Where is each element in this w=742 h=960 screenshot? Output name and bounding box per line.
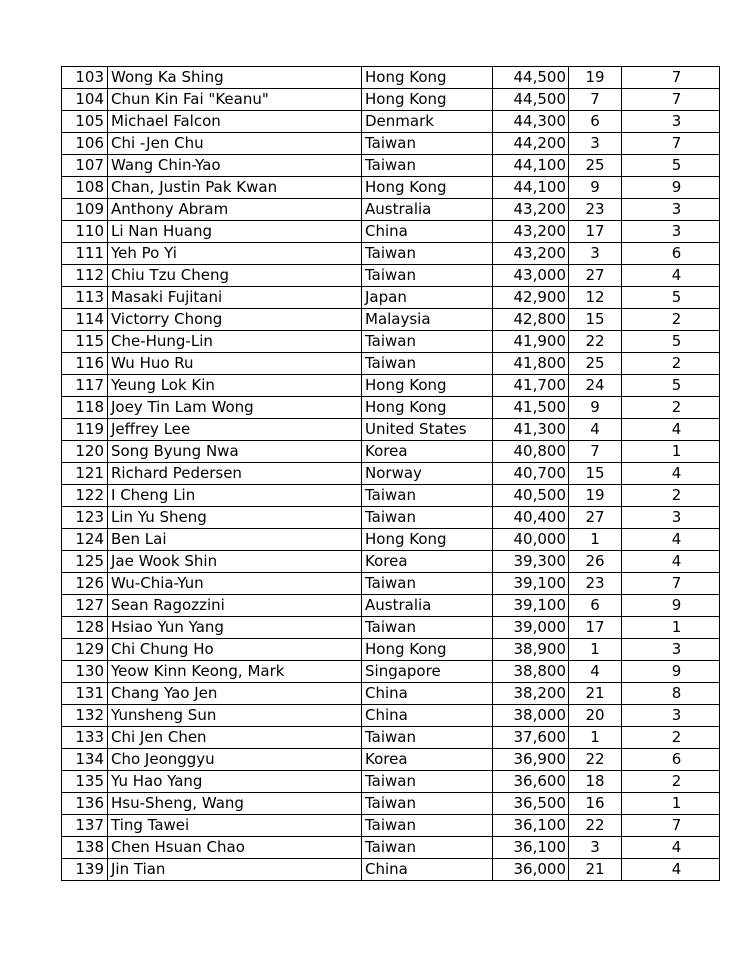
points-cell: 39,000 xyxy=(493,617,569,639)
points-cell: 36,100 xyxy=(493,815,569,837)
last-column-cell: 2 xyxy=(622,309,720,331)
country-cell: Denmark xyxy=(362,111,493,133)
events-cell: 6 xyxy=(569,111,622,133)
country-cell: Hong Kong xyxy=(362,89,493,111)
points-cell: 43,200 xyxy=(493,243,569,265)
country-cell: Taiwan xyxy=(362,507,493,529)
last-column-cell: 3 xyxy=(622,221,720,243)
table-row xyxy=(62,639,720,661)
country-cell: Korea xyxy=(362,749,493,771)
player-name-cell: Chiu Tzu Cheng xyxy=(108,265,362,287)
points-cell: 36,600 xyxy=(493,771,569,793)
player-name-cell: Lin Yu Sheng xyxy=(108,507,362,529)
table-row xyxy=(62,353,720,375)
points-cell: 36,500 xyxy=(493,793,569,815)
country-cell: Hong Kong xyxy=(362,639,493,661)
rank-cell: 108 xyxy=(62,177,108,199)
points-cell: 38,200 xyxy=(493,683,569,705)
points-cell: 39,100 xyxy=(493,595,569,617)
last-column-cell: 2 xyxy=(622,397,720,419)
player-name-cell: Ben Lai xyxy=(108,529,362,551)
last-column-cell: 7 xyxy=(622,67,720,89)
table-row xyxy=(62,243,720,265)
country-cell: China xyxy=(362,683,493,705)
player-name-cell: Sean Ragozzini xyxy=(108,595,362,617)
player-name-cell: Ting Tawei xyxy=(108,815,362,837)
points-cell: 44,100 xyxy=(493,155,569,177)
player-name-cell: Che-Hung-Lin xyxy=(108,331,362,353)
player-name-cell: Jin Tian xyxy=(108,859,362,881)
rank-cell: 127 xyxy=(62,595,108,617)
points-cell: 41,500 xyxy=(493,397,569,419)
last-column-cell: 4 xyxy=(622,551,720,573)
rank-cell: 136 xyxy=(62,793,108,815)
player-name-cell: Victorry Chong xyxy=(108,309,362,331)
points-cell: 39,300 xyxy=(493,551,569,573)
events-cell: 19 xyxy=(569,67,622,89)
rank-cell: 112 xyxy=(62,265,108,287)
last-column-cell: 7 xyxy=(622,815,720,837)
last-column-cell: 3 xyxy=(622,199,720,221)
table-row xyxy=(62,485,720,507)
rank-cell: 126 xyxy=(62,573,108,595)
player-name-cell: Chi Jen Chen xyxy=(108,727,362,749)
events-cell: 24 xyxy=(569,375,622,397)
player-name-cell: Hsu-Sheng, Wang xyxy=(108,793,362,815)
points-cell: 43,200 xyxy=(493,221,569,243)
ranking-table-body xyxy=(62,67,720,881)
table-row xyxy=(62,111,720,133)
table-row xyxy=(62,749,720,771)
player-name-cell: Chang Yao Jen xyxy=(108,683,362,705)
country-cell: Hong Kong xyxy=(362,177,493,199)
events-cell: 25 xyxy=(569,353,622,375)
player-name-cell: Chen Hsuan Chao xyxy=(108,837,362,859)
table-row xyxy=(62,815,720,837)
rank-cell: 129 xyxy=(62,639,108,661)
player-name-cell: Yeow Kinn Keong, Mark xyxy=(108,661,362,683)
points-cell: 42,900 xyxy=(493,287,569,309)
player-name-cell: Yeung Lok Kin xyxy=(108,375,362,397)
rank-cell: 105 xyxy=(62,111,108,133)
last-column-cell: 3 xyxy=(622,507,720,529)
last-column-cell: 6 xyxy=(622,749,720,771)
table-row xyxy=(62,595,720,617)
last-column-cell: 2 xyxy=(622,727,720,749)
events-cell: 21 xyxy=(569,859,622,881)
country-cell: Japan xyxy=(362,287,493,309)
points-cell: 37,600 xyxy=(493,727,569,749)
points-cell: 44,300 xyxy=(493,111,569,133)
country-cell: China xyxy=(362,859,493,881)
player-name-cell: Richard Pedersen xyxy=(108,463,362,485)
country-cell: Taiwan xyxy=(362,727,493,749)
table-row xyxy=(62,287,720,309)
table-row xyxy=(62,793,720,815)
points-cell: 41,900 xyxy=(493,331,569,353)
table-row xyxy=(62,199,720,221)
events-cell: 1 xyxy=(569,639,622,661)
last-column-cell: 7 xyxy=(622,89,720,111)
country-cell: Taiwan xyxy=(362,815,493,837)
country-cell: China xyxy=(362,221,493,243)
rank-cell: 125 xyxy=(62,551,108,573)
last-column-cell: 4 xyxy=(622,859,720,881)
table-row xyxy=(62,705,720,727)
player-name-cell: Song Byung Nwa xyxy=(108,441,362,463)
country-cell: Hong Kong xyxy=(362,67,493,89)
table-row xyxy=(62,265,720,287)
events-cell: 27 xyxy=(569,265,622,287)
events-cell: 22 xyxy=(569,331,622,353)
player-name-cell: Masaki Fujitani xyxy=(108,287,362,309)
country-cell: Taiwan xyxy=(362,485,493,507)
table-row xyxy=(62,221,720,243)
player-name-cell: I Cheng Lin xyxy=(108,485,362,507)
points-cell: 38,000 xyxy=(493,705,569,727)
rank-cell: 121 xyxy=(62,463,108,485)
country-cell: Taiwan xyxy=(362,837,493,859)
player-name-cell: Wu-Chia-Yun xyxy=(108,573,362,595)
table-row xyxy=(62,155,720,177)
player-name-cell: Jeffrey Lee xyxy=(108,419,362,441)
table-row xyxy=(62,507,720,529)
events-cell: 17 xyxy=(569,221,622,243)
table-row xyxy=(62,89,720,111)
events-cell: 23 xyxy=(569,573,622,595)
events-cell: 26 xyxy=(569,551,622,573)
country-cell: Hong Kong xyxy=(362,375,493,397)
country-cell: Taiwan xyxy=(362,155,493,177)
table-row xyxy=(62,67,720,89)
last-column-cell: 9 xyxy=(622,177,720,199)
player-name-cell: Michael Falcon xyxy=(108,111,362,133)
player-name-cell: Yu Hao Yang xyxy=(108,771,362,793)
player-name-cell: Wu Huo Ru xyxy=(108,353,362,375)
rank-cell: 111 xyxy=(62,243,108,265)
last-column-cell: 5 xyxy=(622,287,720,309)
rank-cell: 134 xyxy=(62,749,108,771)
last-column-cell: 7 xyxy=(622,573,720,595)
rank-cell: 107 xyxy=(62,155,108,177)
last-column-cell: 8 xyxy=(622,683,720,705)
player-name-cell: Chi -Jen Chu xyxy=(108,133,362,155)
last-column-cell: 9 xyxy=(622,661,720,683)
events-cell: 3 xyxy=(569,837,622,859)
points-cell: 40,700 xyxy=(493,463,569,485)
table-row xyxy=(62,397,720,419)
events-cell: 16 xyxy=(569,793,622,815)
events-cell: 15 xyxy=(569,309,622,331)
player-name-cell: Joey Tin Lam Wong xyxy=(108,397,362,419)
rank-cell: 116 xyxy=(62,353,108,375)
table-row xyxy=(62,309,720,331)
points-cell: 43,200 xyxy=(493,199,569,221)
rank-cell: 119 xyxy=(62,419,108,441)
rank-cell: 135 xyxy=(62,771,108,793)
country-cell: Taiwan xyxy=(362,617,493,639)
last-column-cell: 3 xyxy=(622,639,720,661)
rank-cell: 138 xyxy=(62,837,108,859)
table-row xyxy=(62,441,720,463)
points-cell: 43,000 xyxy=(493,265,569,287)
player-name-cell: Li Nan Huang xyxy=(108,221,362,243)
country-cell: Singapore xyxy=(362,661,493,683)
rank-cell: 132 xyxy=(62,705,108,727)
last-column-cell: 1 xyxy=(622,793,720,815)
last-column-cell: 2 xyxy=(622,485,720,507)
last-column-cell: 3 xyxy=(622,111,720,133)
events-cell: 7 xyxy=(569,441,622,463)
points-cell: 36,900 xyxy=(493,749,569,771)
points-cell: 42,800 xyxy=(493,309,569,331)
player-name-cell: Yunsheng Sun xyxy=(108,705,362,727)
country-cell: Taiwan xyxy=(362,331,493,353)
events-cell: 21 xyxy=(569,683,622,705)
rank-cell: 113 xyxy=(62,287,108,309)
table-row xyxy=(62,837,720,859)
player-name-cell: Chi Chung Ho xyxy=(108,639,362,661)
rank-cell: 110 xyxy=(62,221,108,243)
country-cell: Taiwan xyxy=(362,265,493,287)
rank-cell: 133 xyxy=(62,727,108,749)
table-row xyxy=(62,331,720,353)
last-column-cell: 2 xyxy=(622,353,720,375)
table-row xyxy=(62,133,720,155)
last-column-cell: 7 xyxy=(622,133,720,155)
events-cell: 12 xyxy=(569,287,622,309)
table-row xyxy=(62,573,720,595)
events-cell: 22 xyxy=(569,749,622,771)
country-cell: Taiwan xyxy=(362,793,493,815)
rank-cell: 106 xyxy=(62,133,108,155)
events-cell: 3 xyxy=(569,243,622,265)
player-name-cell: Yeh Po Yi xyxy=(108,243,362,265)
country-cell: United States xyxy=(362,419,493,441)
points-cell: 44,500 xyxy=(493,89,569,111)
country-cell: Taiwan xyxy=(362,133,493,155)
rank-cell: 114 xyxy=(62,309,108,331)
country-cell: Korea xyxy=(362,441,493,463)
rank-cell: 117 xyxy=(62,375,108,397)
last-column-cell: 4 xyxy=(622,265,720,287)
points-cell: 38,900 xyxy=(493,639,569,661)
events-cell: 9 xyxy=(569,177,622,199)
country-cell: Taiwan xyxy=(362,353,493,375)
player-name-cell: Wang Chin-Yao xyxy=(108,155,362,177)
points-cell: 40,500 xyxy=(493,485,569,507)
rank-cell: 103 xyxy=(62,67,108,89)
events-cell: 9 xyxy=(569,397,622,419)
table-row xyxy=(62,727,720,749)
points-cell: 40,400 xyxy=(493,507,569,529)
table-row xyxy=(62,177,720,199)
events-cell: 4 xyxy=(569,661,622,683)
table-row xyxy=(62,551,720,573)
country-cell: Hong Kong xyxy=(362,397,493,419)
rank-cell: 128 xyxy=(62,617,108,639)
last-column-cell: 5 xyxy=(622,155,720,177)
events-cell: 25 xyxy=(569,155,622,177)
player-name-cell: Chun Kin Fai "Keanu" xyxy=(108,89,362,111)
country-cell: Australia xyxy=(362,199,493,221)
table-row xyxy=(62,771,720,793)
last-column-cell: 1 xyxy=(622,441,720,463)
points-cell: 36,100 xyxy=(493,837,569,859)
last-column-cell: 4 xyxy=(622,529,720,551)
points-cell: 40,800 xyxy=(493,441,569,463)
points-cell: 44,200 xyxy=(493,133,569,155)
country-cell: China xyxy=(362,705,493,727)
points-cell: 41,700 xyxy=(493,375,569,397)
country-cell: Australia xyxy=(362,595,493,617)
country-cell: Taiwan xyxy=(362,771,493,793)
events-cell: 15 xyxy=(569,463,622,485)
events-cell: 6 xyxy=(569,595,622,617)
events-cell: 7 xyxy=(569,89,622,111)
rank-cell: 139 xyxy=(62,859,108,881)
events-cell: 19 xyxy=(569,485,622,507)
points-cell: 38,800 xyxy=(493,661,569,683)
last-column-cell: 4 xyxy=(622,837,720,859)
table-row xyxy=(62,529,720,551)
rank-cell: 123 xyxy=(62,507,108,529)
rank-cell: 122 xyxy=(62,485,108,507)
events-cell: 20 xyxy=(569,705,622,727)
country-cell: Hong Kong xyxy=(362,529,493,551)
player-name-cell: Cho Jeonggyu xyxy=(108,749,362,771)
points-cell: 40,000 xyxy=(493,529,569,551)
points-cell: 39,100 xyxy=(493,573,569,595)
events-cell: 18 xyxy=(569,771,622,793)
events-cell: 23 xyxy=(569,199,622,221)
rank-cell: 131 xyxy=(62,683,108,705)
player-name-cell: Anthony Abram xyxy=(108,199,362,221)
player-name-cell: Hsiao Yun Yang xyxy=(108,617,362,639)
events-cell: 4 xyxy=(569,419,622,441)
last-column-cell: 4 xyxy=(622,463,720,485)
events-cell: 22 xyxy=(569,815,622,837)
events-cell: 17 xyxy=(569,617,622,639)
last-column-cell: 3 xyxy=(622,705,720,727)
events-cell: 3 xyxy=(569,133,622,155)
table-row xyxy=(62,463,720,485)
points-cell: 44,500 xyxy=(493,67,569,89)
table-row xyxy=(62,375,720,397)
rank-cell: 109 xyxy=(62,199,108,221)
country-cell: Taiwan xyxy=(362,573,493,595)
points-cell: 36,000 xyxy=(493,859,569,881)
table-row xyxy=(62,683,720,705)
last-column-cell: 9 xyxy=(622,595,720,617)
table-row xyxy=(62,419,720,441)
rank-cell: 115 xyxy=(62,331,108,353)
player-name-cell: Jae Wook Shin xyxy=(108,551,362,573)
points-cell: 44,100 xyxy=(493,177,569,199)
events-cell: 27 xyxy=(569,507,622,529)
country-cell: Norway xyxy=(362,463,493,485)
last-column-cell: 4 xyxy=(622,419,720,441)
last-column-cell: 5 xyxy=(622,375,720,397)
ranking-table xyxy=(61,66,720,881)
table-row xyxy=(62,617,720,639)
country-cell: Taiwan xyxy=(362,243,493,265)
player-name-cell: Chan, Justin Pak Kwan xyxy=(108,177,362,199)
events-cell: 1 xyxy=(569,727,622,749)
last-column-cell: 5 xyxy=(622,331,720,353)
table-row xyxy=(62,859,720,881)
table-row xyxy=(62,661,720,683)
last-column-cell: 1 xyxy=(622,617,720,639)
rank-cell: 124 xyxy=(62,529,108,551)
rank-cell: 118 xyxy=(62,397,108,419)
country-cell: Malaysia xyxy=(362,309,493,331)
country-cell: Korea xyxy=(362,551,493,573)
events-cell: 1 xyxy=(569,529,622,551)
points-cell: 41,800 xyxy=(493,353,569,375)
points-cell: 41,300 xyxy=(493,419,569,441)
rank-cell: 120 xyxy=(62,441,108,463)
last-column-cell: 2 xyxy=(622,771,720,793)
last-column-cell: 6 xyxy=(622,243,720,265)
ranking-sheet xyxy=(61,66,720,881)
player-name-cell: Wong Ka Shing xyxy=(108,67,362,89)
rank-cell: 130 xyxy=(62,661,108,683)
rank-cell: 137 xyxy=(62,815,108,837)
rank-cell: 104 xyxy=(62,89,108,111)
